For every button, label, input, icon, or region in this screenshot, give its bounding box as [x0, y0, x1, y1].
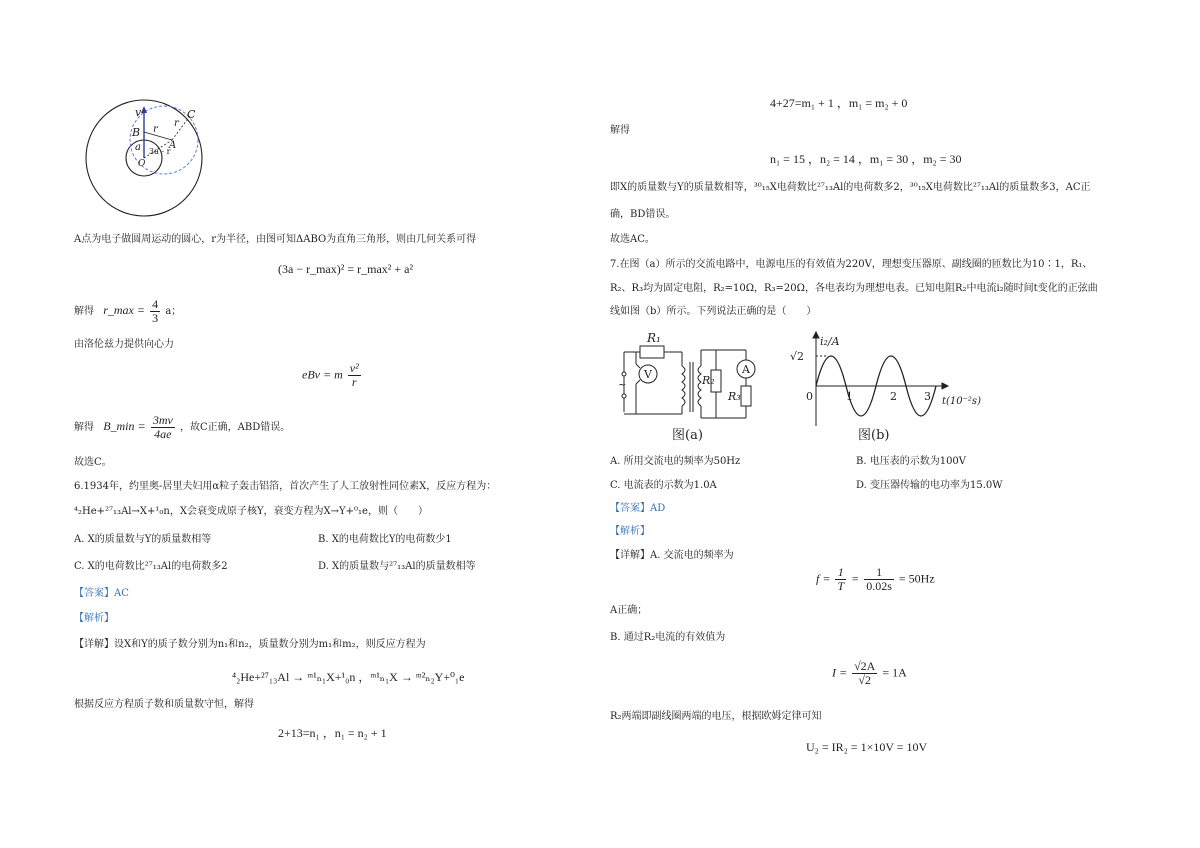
f-tail: = 50Hz — [898, 571, 935, 586]
equation-geometry: (3a − r_max)² = r_max² + a² — [278, 262, 414, 276]
choose-c: 故选C。 — [74, 457, 112, 468]
frac-num: 4 — [152, 297, 159, 311]
conclusion-line2: 确，BD错误。 — [610, 209, 676, 220]
q7-stem-line2: R₂、R₃均为固定电阻，R₂=10Ω，R₃=20Ω，各电表均为理想电表。已知电阻R₂中电流i₂随时间t变化的正弦曲 — [610, 283, 1098, 294]
q7-stem-line1: 7.在图（a）所示的交流电路中，电源电压的有效值为220V，理想变压器原、副线圈的匝数比为10∶1，R₁、 — [610, 259, 1093, 270]
label-v: v — [135, 106, 142, 119]
label-R2: R₂ — [702, 374, 715, 387]
conclusion-line1: 即X的质量数与Y的质量数相等，³⁰₁₅X电荷数比²⁷₁₃Al的电荷数多2，³⁰₁₅X电荷数比²⁷₁₃Al的质量数多3，AC正 — [610, 182, 1091, 193]
frac-num: v² — [349, 361, 359, 375]
frac-num: 1 — [835, 566, 846, 580]
fraction-v2-r — [348, 362, 361, 389]
sine-graph-figure-b — [782, 326, 982, 444]
frac-den: 3 — [152, 311, 159, 325]
eq-solutions: n₁ = 15 ，n₂ = 14 ，m₁ = 30 ，m₂ = 30 — [770, 152, 962, 166]
q6-analysis-tag: 【解析】 — [74, 613, 114, 624]
bmin-tail: ，故C正确，ABD错误。 — [180, 422, 291, 433]
q7-option-b: B. 电压表的示数为100V — [856, 456, 967, 467]
label-R1: R₁ — [647, 331, 661, 345]
label-tilde: ~ — [618, 380, 627, 391]
frac-num: 3mv — [152, 413, 173, 427]
q7-option-c: C. 电流表的示数为1.0A — [610, 480, 717, 491]
q6-option-d: D. X的质量数与²⁷₁₃Al的质量数相等 — [318, 561, 476, 572]
frac-num: √2A — [854, 659, 876, 673]
frac-den: 4ae — [154, 427, 172, 441]
fig-b-caption: 图(b) — [858, 428, 890, 443]
b-text: B. 通过R₂电流的有效值为 — [610, 632, 726, 643]
label-C: C — [187, 108, 196, 121]
solve-label: 解得 — [74, 306, 94, 317]
label-R3: R₃ — [728, 390, 741, 403]
fraction-1-002s — [864, 566, 894, 593]
frac-den: T — [837, 579, 845, 593]
circle-motion-diagram — [76, 98, 226, 218]
q7-option-d: D. 变压器传输的电功率为15.0W — [856, 480, 1003, 491]
q6-answer: 【答案】AC — [74, 588, 129, 599]
tick-1: 1 — [846, 390, 853, 403]
label-B: B — [132, 126, 141, 139]
label-r-outer: r — [174, 118, 179, 129]
circuit-figure-a — [612, 326, 772, 444]
rmax-tail: a； — [165, 306, 182, 317]
q7-analysis-tag: 【解析】 — [610, 526, 650, 537]
q6-reaction-equation: ⁴₂He+²⁷₁₃Al → ᵐ¹ₙ₁X+¹₀n ，ᵐ¹ₙ₁X → ᵐ²ₙ₂Y+⁰₁e — [232, 670, 465, 684]
q6-option-b: B. X的电荷数比Y的电荷数少1 — [318, 534, 452, 545]
q6-stem-line2: ⁴₂He+²⁷₁₃Al→X+¹₀n，X会衰变成原子核Y，衰变方程为X→Y+⁰₁e，则（ ） — [74, 506, 428, 517]
frac-num: 1 — [864, 566, 894, 580]
fig-a-caption: 图(a) — [672, 428, 703, 443]
label-r-inner: r — [153, 124, 158, 135]
solve-rmax-row — [74, 298, 181, 325]
tick-0: 0 — [806, 390, 813, 403]
q7-detail: 【详解】A. 交流电的频率为 — [610, 550, 734, 561]
f-equals: = — [851, 571, 860, 586]
q7-stem-line3: 线如图（b）所示。下列说法正确的是（ ） — [610, 306, 817, 317]
f-lhs: f = — [816, 571, 831, 586]
label-a: a — [135, 142, 141, 153]
u2-equation: U₂ = IR₂ = 1×10V = 10V — [806, 740, 928, 754]
fraction-1-T — [835, 566, 846, 593]
geometry-text: A点为电子做圆周运动的圆心，r为半径，由图可知ΔABO为直角三角形，则由几何关系可得 — [74, 234, 477, 245]
q6-option-c: C. X的电荷数比²⁷₁₃Al的电荷数多2 — [74, 561, 228, 572]
eq2-lhs: eBv = m — [302, 367, 343, 382]
label-3a-r: 3a - r — [149, 147, 171, 156]
fraction-4-3 — [150, 298, 160, 325]
q6-detail: 【详解】设X和Y的质子数分别为n₁和n₂，质量数分别为m₁和m₂，则反应方程为 — [74, 639, 426, 650]
label-O: O — [138, 159, 146, 169]
label-A: A — [169, 140, 177, 151]
label-sqrt2: √2 — [790, 350, 805, 363]
r2-text: R₂两端即副线圈两端的电压，根据欧姆定律可知 — [610, 711, 822, 722]
frequency-equation — [816, 566, 935, 593]
a-correct: A正确； — [610, 605, 648, 616]
solve-label-right: 解得 — [610, 125, 630, 136]
fraction-3mv-4ae — [151, 414, 175, 441]
t-axis-label: t(10⁻²s) — [942, 396, 981, 407]
q7-option-a: A. 所用交流电的频率为50Hz — [610, 456, 741, 467]
lorentz-text: 由洛伦兹力提供向心力 — [74, 339, 174, 350]
q6-conservation-text: 根据反应方程质子数和质量数守恒，解得 — [74, 699, 254, 710]
fraction-sqrt2A-sqrt2 — [852, 660, 877, 687]
choose-ac: 故选AC。 — [610, 234, 655, 245]
frac-den: r — [351, 375, 357, 389]
eq-mass-number: 4+27=m₁ + 1 ，m₁ = m₂ + 0 — [770, 96, 908, 110]
q6-option-a: A. X的质量数与Y的质量数相等 — [74, 534, 212, 545]
tick-2: 2 — [890, 390, 897, 403]
i-tail: = 1A — [882, 665, 907, 680]
label-A: A — [742, 363, 750, 376]
q7-answer: 【答案】AD — [610, 503, 666, 514]
q6-equation-2: 2+13=n₁ ，n₁ = n₂ + 1 — [278, 726, 387, 740]
frac-den: √2 — [858, 673, 872, 687]
bmin-lhs: B_min = — [103, 419, 146, 433]
i-lhs: I = — [832, 665, 848, 680]
tick-3: 3 — [924, 390, 931, 403]
rmax-lhs: r_max = — [103, 303, 145, 317]
label-i2A: i₂/A — [820, 335, 840, 348]
q6-stem-line1: 6.1934年，约里奥-居里夫妇用α粒子轰击铝箔，首次产生了人工放射性同位素X，反应方程为： — [74, 481, 497, 492]
label-V: V — [644, 368, 652, 381]
current-equation — [832, 660, 907, 687]
solve-label: 解得 — [74, 422, 94, 433]
frac-den: 0.02s — [866, 579, 892, 593]
solve-bmin-row — [74, 414, 290, 441]
equation-lorentz — [302, 362, 363, 389]
